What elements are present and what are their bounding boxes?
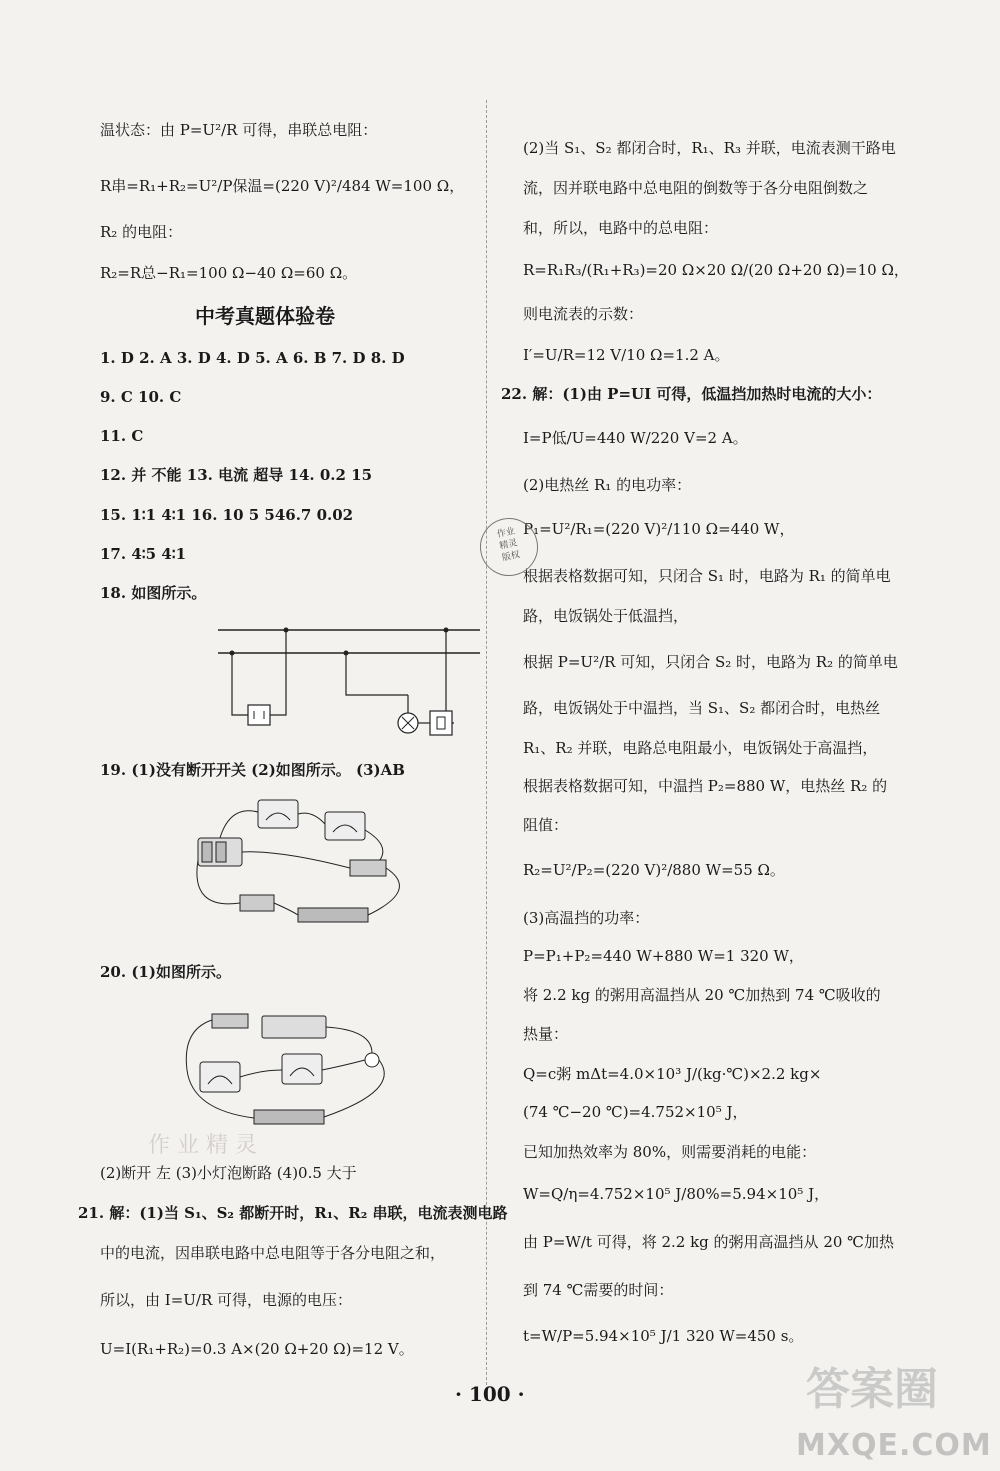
text-line: 根据表格数据可知，只闭合 S₁ 时，电路为 R₁ 的简单电 — [523, 567, 891, 585]
rheostat-icon — [254, 1110, 324, 1124]
watermark-url: MXQE.COM — [796, 1428, 992, 1463]
wiring-diagram — [178, 615, 488, 740]
text-line: 到 74 ℃需要的时间： — [523, 1281, 674, 1299]
text-line: R₁、R₂ 并联，电路总电阻最小，电饭锅处于高温挡， — [523, 739, 878, 757]
answer-line: 19. (1)没有断开开关 (2)如图所示。 (3)AB — [100, 761, 405, 779]
formula-line: I′=U/R=12 V/10 Ω=1.2 A。 — [523, 346, 730, 364]
formula-line: Q=c粥 mΔt=4.0×10³ J/(kg·℃)×2.2 kg× — [523, 1065, 822, 1083]
formula-line: R₂=R总−R₁=100 Ω−40 Ω=60 Ω。 — [100, 264, 358, 282]
answer-line: (2)断开 左 (3)小灯泡断路 (4)0.5 大于 — [100, 1164, 357, 1182]
formula-line: (74 ℃−20 ℃)=4.752×10⁵ J， — [523, 1103, 748, 1121]
text-line: 温状态：由 P=U²/R 可得，串联总电阻： — [100, 121, 378, 139]
formula-line: P₁=U²/R₁=(220 V)²/110 Ω=440 W， — [523, 520, 795, 538]
text-line: 已知加热效率为 80%，则需要消耗的电能： — [523, 1143, 817, 1161]
stamp-seal: 作业 精灵 版权 — [475, 513, 544, 582]
switch-icon — [240, 895, 274, 911]
bulb-icon — [365, 1053, 379, 1067]
text-line: 热量： — [523, 1025, 569, 1043]
switch-icon — [430, 711, 452, 735]
battery-icon — [262, 1016, 326, 1038]
voltmeter-icon — [282, 1054, 322, 1084]
text-line: 根据 P=U²/R 可知，只闭合 S₂ 时，电路为 R₂ 的简单电 — [523, 653, 898, 671]
answer-line: 18. 如图所示。 — [100, 584, 207, 602]
text-line: 和，所以，电路中的总电阻： — [523, 219, 719, 237]
resistor-icon — [350, 860, 386, 876]
solution-line: 22. 解：(1)由 P=UI 可得，低温挡加热时电流的大小： — [501, 385, 882, 403]
text-line: (2)电热丝 R₁ 的电功率： — [523, 476, 692, 494]
text-line: 根据表格数据可知，中温挡 P₂=880 W，电热丝 R₂ 的 — [523, 777, 888, 795]
answer-line: 11. C — [100, 427, 144, 445]
answer-line: 1. D 2. A 3. D 4. D 5. A 6. B 7. D 8. D — [100, 349, 405, 367]
column-divider — [486, 100, 487, 1390]
text-line: (3)高温挡的功率： — [523, 909, 650, 927]
text-line: R₂ 的电阻： — [100, 223, 183, 241]
circuit-diagram-19 — [180, 790, 480, 950]
formula-line: t=W/P=5.94×10⁵ J/1 320 W=450 s。 — [523, 1327, 804, 1345]
site-watermark — [796, 1353, 992, 1463]
text-line: 路，电饭锅处于低温挡， — [523, 607, 689, 625]
text-line: 将 2.2 kg 的粥用高温挡从 20 ℃加热到 74 ℃吸收的 — [523, 986, 881, 1004]
solution-line: 中的电流，因串联电路中总电阻等于各分电阻之和， — [100, 1244, 446, 1262]
ammeter-icon — [258, 800, 298, 828]
answer-line: 12. 并 不能 13. 电流 超导 14. 0.2 15 — [100, 466, 373, 484]
text-line: 由 P=W/t 可得，将 2.2 kg 的粥用高温挡从 20 ℃加热 — [523, 1233, 894, 1251]
faint-watermark: 作 业 精 灵 — [148, 1133, 257, 1158]
rheostat-icon — [298, 908, 368, 922]
switch-icon — [212, 1014, 248, 1028]
formula-line: U=I(R₁+R₂)=0.3 A×(20 Ω+20 Ω)=12 V。 — [100, 1340, 414, 1358]
circuit-diagram-20 — [172, 1000, 472, 1135]
formula-line: R串=R₁+R₂=U²/P保温=(220 V)²/484 W=100 Ω， — [100, 177, 465, 195]
socket-icon — [248, 705, 270, 725]
formula-line: W=Q/η=4.752×10⁵ J/80%=5.94×10⁵ J， — [523, 1185, 830, 1203]
answer-line: 17. 4∶5 4∶1 — [100, 545, 187, 563]
formula-line: I=P低/U=440 W/220 V=2 A。 — [523, 429, 748, 447]
solution-line: 21. 解：(1)当 S₁、S₂ 都断开时，R₁、R₂ 串联，电流表测电路 — [78, 1204, 508, 1222]
text-line: (2)当 S₁、S₂ 都闭合时，R₁、R₃ 并联，电流表测干路电 — [523, 139, 896, 157]
section-title: 中考真题体验卷 — [195, 304, 335, 328]
solution-line: 所以，由 I=U/R 可得，电源的电压： — [100, 1291, 353, 1309]
text-line: 则电流表的示数： — [523, 305, 644, 323]
answer-line: 9. C 10. C — [100, 388, 182, 406]
formula-line: R=R₁R₃/(R₁+R₃)=20 Ω×20 Ω/(20 Ω+20 Ω)=10 Ω， — [523, 261, 909, 279]
formula-line: R₂=U²/P₂=(220 V)²/880 W=55 Ω。 — [523, 861, 785, 879]
text-line: 流，因并联电路中总电阻的倒数等于各分电阻倒数之 — [523, 179, 869, 197]
text-line: 路，电饭锅处于中温挡，当 S₁、S₂ 都闭合时，电热丝 — [523, 699, 881, 717]
voltmeter-icon — [325, 812, 365, 840]
ammeter-icon — [200, 1062, 240, 1092]
page-number: · 100 · — [455, 1382, 525, 1406]
text-line: 阻值： — [523, 816, 569, 834]
answer-line: 15. 1∶1 4∶1 16. 10 5 546.7 0.02 — [100, 506, 354, 524]
formula-line: P=P₁+P₂=440 W+880 W=1 320 W， — [523, 947, 804, 965]
answer-line: 20. (1)如图所示。 — [100, 963, 231, 981]
watermark-logo-text: 答案圈 — [806, 1364, 938, 1415]
